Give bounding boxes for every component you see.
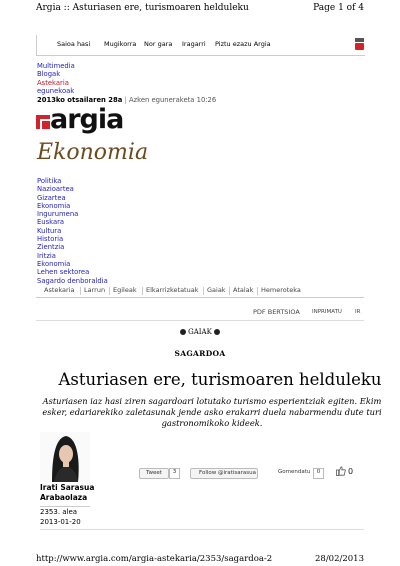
- issue-number: 2353. alea: [40, 508, 78, 516]
- subnav-larrun[interactable]: Larrun: [84, 286, 106, 294]
- tweet-count: 3: [169, 468, 180, 479]
- subnav-separator: [203, 287, 204, 295]
- subnav-separator: [80, 287, 81, 295]
- sections-menu: [37, 177, 108, 285]
- subnav-interviewees[interactable]: Elkarrizketatuak: [146, 286, 199, 294]
- section-sagardo-denboraldia[interactable]: Sagardo denboraldia: [37, 276, 108, 285]
- nav-login[interactable]: Saioa hasi: [57, 40, 91, 48]
- subnav-sections[interactable]: Atalak: [233, 286, 254, 294]
- nav-advertise[interactable]: Iragarri: [182, 40, 206, 48]
- print-link[interactable]: INPRIMATU: [312, 309, 342, 315]
- nav-about[interactable]: Nor gara: [144, 40, 173, 48]
- subnav-separator: [229, 287, 230, 295]
- author-portrait-icon: [40, 432, 90, 482]
- bullet-icon: [180, 329, 186, 335]
- logo-wordmark: argia: [50, 104, 124, 135]
- recommend-count: 0: [313, 468, 324, 479]
- divider: [40, 529, 364, 530]
- recommend-button[interactable]: Gomendatu: [278, 469, 311, 475]
- issue-info: [40, 508, 81, 527]
- link-multimedia[interactable]: Multimedia: [37, 62, 75, 70]
- logo-mark-icon: [36, 115, 50, 129]
- dateline-separator: |: [122, 95, 129, 104]
- youtube-icon[interactable]: [355, 38, 364, 50]
- lead-line: esker, edariarekiko zaletasunak jende asko erakarri duela nabarmendu dute turi: [42, 407, 382, 417]
- section-historia[interactable]: Historia: [37, 235, 64, 244]
- sub-navigation: [36, 283, 364, 298]
- section-lehen-sektorea[interactable]: Lehen sektorea: [37, 268, 90, 277]
- print-title: Argia :: Asturiasen ere, turismoaren helduleku: [36, 3, 249, 13]
- link-blogs[interactable]: Blogak: [37, 70, 61, 79]
- bullet-icon: [214, 329, 220, 335]
- section-politika[interactable]: Politika: [37, 177, 62, 185]
- subnav-weekly[interactable]: Astekaria: [44, 286, 75, 294]
- dateline: [37, 96, 216, 104]
- section-ekonomia-2[interactable]: Ekonomia: [37, 259, 71, 268]
- author-first-name: Irati Sarasua: [40, 483, 95, 492]
- issue-date: 2013-01-20: [40, 517, 81, 526]
- tweet-button[interactable]: [139, 468, 169, 479]
- subnav-separator: [142, 287, 143, 295]
- lead-line: gastronomikoko kideek.: [161, 418, 263, 428]
- subnav-separator: [257, 287, 258, 295]
- author-name[interactable]: [40, 483, 94, 502]
- follow-label: Follow @iratisarasua: [199, 470, 256, 476]
- article-lead: [24, 396, 400, 429]
- print-date: 28/02/2013: [315, 554, 364, 564]
- thumbs-up-icon[interactable]: [336, 466, 346, 476]
- subnav-topics[interactable]: Gaiak: [207, 286, 226, 294]
- link-daily[interactable]: egunekoak: [37, 87, 75, 96]
- subnav-archive[interactable]: Hemeroteka: [261, 286, 301, 294]
- secondary-links: [37, 62, 216, 104]
- pdf-version-link[interactable]: PDF BERTSIOA: [253, 308, 300, 316]
- like-count: 0: [348, 467, 354, 476]
- subnav-authors[interactable]: Egileak: [113, 286, 137, 294]
- section-gizartea[interactable]: Gizartea: [37, 193, 66, 202]
- section-euskara[interactable]: Euskara: [37, 218, 65, 227]
- article-headline: Asturiasen ere, turismoaren helduleku: [58, 370, 382, 389]
- topics-heading: [0, 328, 400, 336]
- section-title: Ekonomia: [37, 140, 149, 165]
- section-kultura[interactable]: Kultura: [37, 226, 62, 235]
- last-update: Azken eguneraketa 10:26: [128, 95, 217, 104]
- lead-line: Asturiasen iaz hasi ziren sagardoari lotutako turismo esperientziak egiten. Ekim: [42, 396, 382, 406]
- section-iritzia[interactable]: Iritzia: [37, 251, 56, 260]
- print-page-number: Page 1 of 4: [313, 3, 364, 13]
- tweet-label: Tweet: [146, 470, 162, 476]
- topics-label: GAIAK: [188, 328, 212, 336]
- link-weekly[interactable]: Astekaria: [37, 78, 69, 87]
- top-navigation: [36, 35, 365, 56]
- section-nazioartea[interactable]: Nazioartea: [37, 185, 74, 194]
- author-photo: [40, 432, 90, 482]
- section-ingurumena[interactable]: Ingurumena: [37, 210, 79, 219]
- follow-button[interactable]: [190, 468, 258, 479]
- cut-off-tool-link[interactable]: IR: [355, 309, 361, 315]
- nav-support[interactable]: Piztu ezazu Argia: [215, 40, 271, 48]
- divider: [40, 506, 90, 507]
- nav-mobile[interactable]: Mugikorra: [104, 40, 137, 48]
- section-ekonomia[interactable]: Ekonomia: [37, 201, 71, 210]
- current-date: 2013ko otsailaren 28a: [37, 95, 123, 104]
- subnav-separator: [109, 287, 110, 295]
- article-kicker: SAGARDOA: [174, 349, 226, 358]
- divider: [36, 320, 364, 321]
- author-last-name: Arabaolaza: [40, 492, 88, 502]
- section-zientzia[interactable]: Zientzia: [37, 243, 65, 252]
- print-url: http://www.argia.com/argia-astekaria/2353/sagardoa-2: [36, 554, 273, 564]
